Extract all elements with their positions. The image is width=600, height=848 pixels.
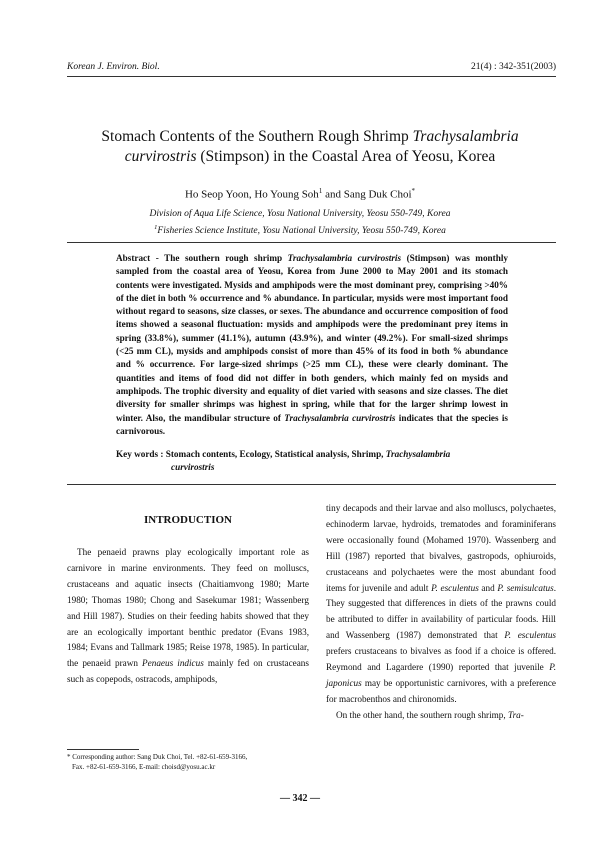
- authors: Ho Seop Yoon, Ho Young Soh$^1$ and Sang Duk Choi*: [184, 187, 416, 201]
- keywords: Key words : Stomach contents, Ecology, Statistical analysis, Shrimp, Trachysalambria curvirostris: [116, 449, 451, 472]
- paper-title: Stomach Contents of the Southern Rough Shrimp Trachysalambria curvirostris (Stimpson) in the Coastal Area of Yeosu, Korea: [101, 128, 519, 165]
- footnote: * Corresponding author: Sang Duk Choi, Tel. +82-61-659-3166, Fax. +82-61-659-3166, E-mail: choisd@yosu.ac.kr: [67, 753, 248, 771]
- footnote-rule: [67, 749, 139, 750]
- affiliations: Division of Aqua Life Science, Yosu National University, Yeosu 550-749, Korea $^1$Fisheries Science Institute, Yosu National University, Yeosu 550-749, Korea: [149, 209, 451, 237]
- abstract-bottom-rule: [67, 484, 556, 485]
- section-heading-introduction: INTRODUCTION: [143, 514, 232, 526]
- abstract-top-rule: [67, 242, 556, 243]
- intro-paragraph: The penaeid prawns play ecologically important role as carnivore in marine environments. They feed on molluscs, crustaceans and aquatic insects (Chaitiamvong 1980; Marte 1980; Thomas 1980; Chong and Sasekumar 1981; Wassenberg and Hill 1987). Studies on their feeding habits showed that they are an ecologically important benthic predator (Evans 1983, 1984; Evans and Tallmark 1985; Reise 1978, 1985). In particular, the penaeid prawn Penaeus indicus mainly fed on crustaceans such as copepods, ostracods, amphipods,: [67, 547, 309, 685]
- page-number: — 342 —: [280, 793, 320, 804]
- citation: 21(4) : 342-351(2003): [471, 62, 556, 72]
- journal-name: Korean J. Environ. Biol.: [67, 62, 160, 72]
- left-column: [67, 545, 309, 688]
- body-paragraph: On the other hand, the southern rough shrimp, Tra-: [336, 709, 524, 720]
- body-paragraph: tiny decapods and their larvae and also molluscs, polychaetes, echinoderm larvae, hydroids, trematodes and foraminiferans were occasionally found (Mohamed 1970). Wassenberg and Hill (1987) reported that bivalves, gastropods, ophiuroids, crustaceans and polychaetes were the most abundant food items for juvenile and adult P. esculentus and P. semisulcatus. They suggested that differences in diets of the prawns could be attributed to differ in availability of particular foods. Hill and Wassenberg (1987) demonstrated that P. esculentus prefers crustaceans to bivalves as food if a choice is offered. Reymond and Lagardere (1990) reported that juvenile P. japonicus may be opportunistic carnivores, with a preference for macrobenthos and chironomids.: [326, 503, 556, 704]
- header-rule: [67, 76, 556, 77]
- right-column: [326, 501, 556, 724]
- abstract: Abstract - The southern rough shrimp Trachysalambria curvirostris (Stimpson) was monthly sampled from the coastal area of Yeosu, Korea from June 2000 to May 2001 and its stomach contents were investigated. Mysids and amphipods were the most dominant prey, comprising >40% of the diet in both % occurrence and % abundance. In particular, mysids were most important food without regard to seasons, size classes, or sexes. The abundance and occurrence composition of food items showed a seasonal fluctuation: mysids and amphipods were the predominant prey items in spring (33.8%), summer (41.1%), autumn (43.9%), and winter (49.2%). For small-sized shrimps (<25 mm CL), mysids and amphipods consist of more than 45% of its food in both % abundance and % occurrence. For large-sized shrimps (>25 mm CL), these were clearly dominant. The quantities and items of food did not differ in both genders, which mainly fed on mysids and amphipods. The trophic diversity and equality of diet varied with seasons and size classes. The diet diversity for smaller shrimps was highest in spring, while that for the larger shrimp lowest in winter. Also, the mandibular structure of Trachysalambria curvirostris indicates that the species is carnivorous.: [116, 253, 508, 436]
- abstract-label: Abstract: [116, 253, 151, 263]
